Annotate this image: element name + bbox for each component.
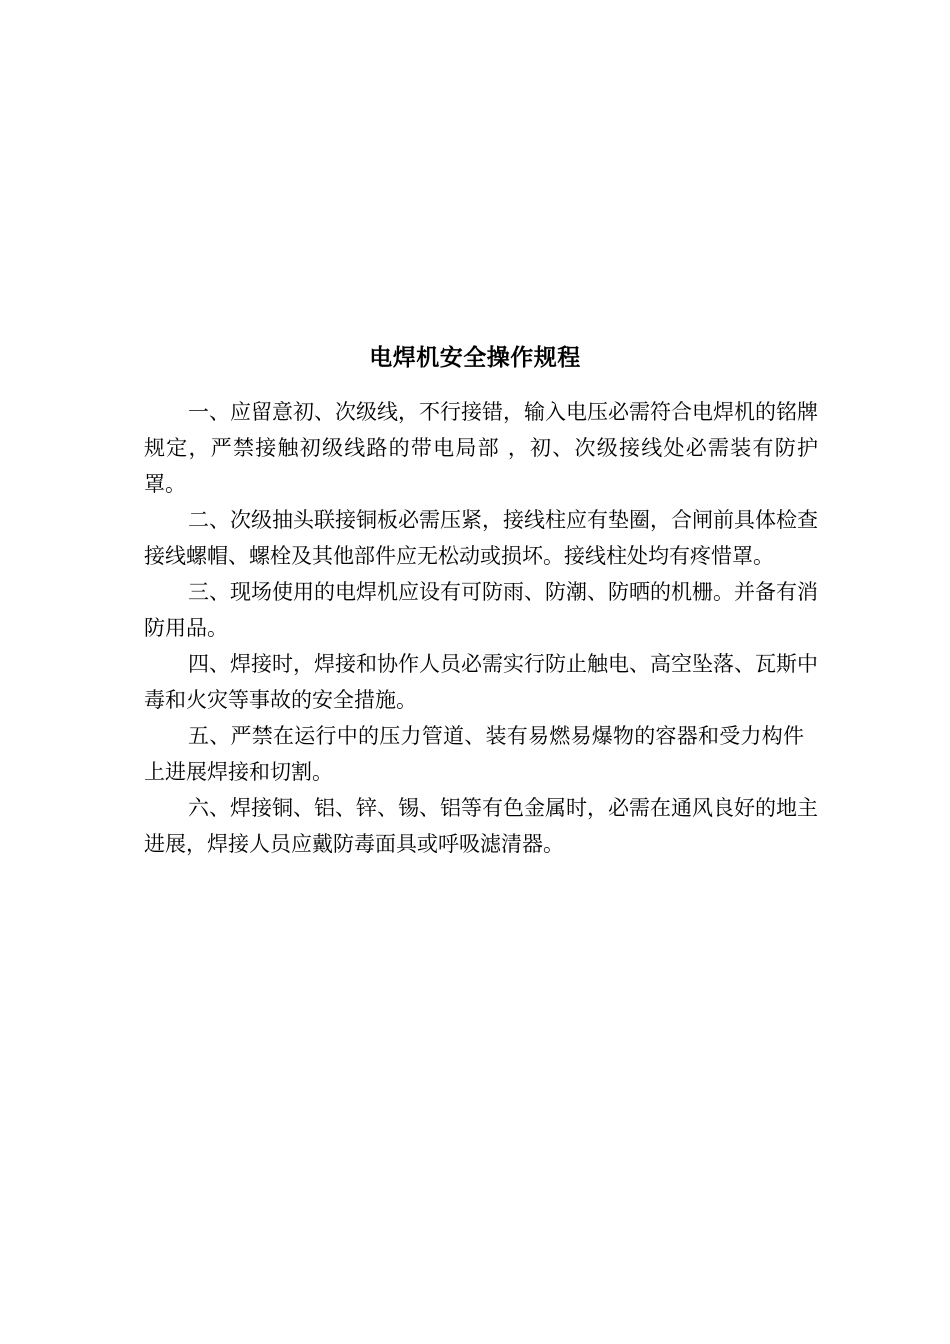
paragraph-3: 三、现场使用的电焊机应设有可防雨、防潮、防晒的机栅。并备有消防用品。 bbox=[144, 580, 818, 640]
paragraph-2: 二、次级抽头联接铜板必需压紧，接线柱应有垫圈，合闸前具体检查接线螺帽、螺栓及其他部件应无松动或损坏。接线柱处均有疼惜罩。 bbox=[144, 508, 818, 568]
document-title: 电焊机安全操作规程 bbox=[369, 345, 581, 371]
document-body bbox=[144, 394, 818, 862]
paragraph-4: 四、焊接时，焊接和协作人员必需实行防止触电、高空坠落、瓦斯中毒和火灾等事故的安全措施。 bbox=[144, 652, 818, 712]
paragraph-1: 一、应留意初、次级线，不行接错，输入电压必需符合电焊机的铭牌规定，严禁接触初级线路的带电局部 ，初、次级接线处必需装有防护罩。 bbox=[144, 400, 818, 496]
paragraph-5: 五、严禁在运行中的压力管道、装有易燃易爆物的容器和受力构件上进展焊接和切割。 bbox=[144, 724, 804, 784]
paragraph-6: 六、焊接铜、铝、锌、锡、铝等有色金属时，必需在通风良好的地主进展，焊接人员应戴防毒面具或呼吸滤清器。 bbox=[144, 796, 818, 856]
